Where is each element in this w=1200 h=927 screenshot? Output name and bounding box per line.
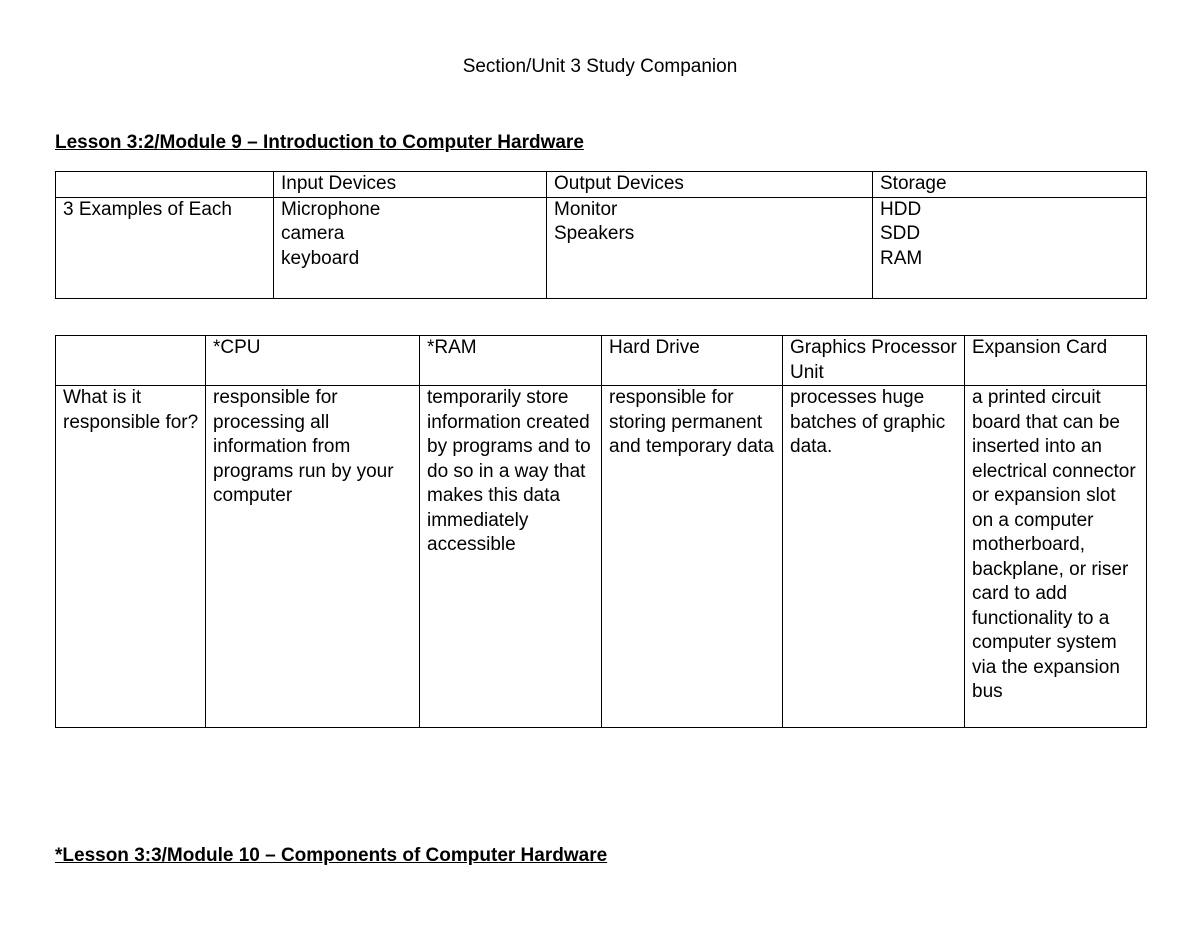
output-device-item: Speakers	[554, 223, 635, 244]
row-label-examples: 3 Examples of Each	[56, 197, 274, 298]
cpu-description-cell: responsible for processing all information from programs run by your computer	[206, 386, 420, 728]
storage-item: RAM	[880, 247, 923, 269]
devices-table	[55, 171, 1147, 299]
column-header-input-devices: Input Devices	[274, 172, 547, 198]
storage-item: HDD	[880, 198, 922, 220]
column-header-ram: *RAM	[420, 336, 602, 386]
input-devices-cell	[274, 197, 547, 298]
storage-cell	[873, 197, 1147, 298]
expansion-card-description-cell: a printed circuit board that can be inserted into an electrical connector or expansion slot on a computer motherboard, backplane, or riser card to add functionality to a computer system via the expansion bus	[965, 386, 1147, 728]
components-header-row	[56, 336, 1147, 386]
column-header-storage: Storage	[873, 172, 1147, 198]
column-header-expansion-card: Expansion Card	[965, 336, 1147, 386]
page-header: Section/Unit 3 Study Companion	[462, 56, 738, 77]
row-label-responsibility: What is it responsible for?	[56, 386, 206, 728]
components-responsibility-row	[56, 386, 1147, 728]
input-device-item: Microphone	[281, 198, 381, 220]
column-header-gpu: Graphics Processor Unit	[783, 336, 965, 386]
gpu-description-cell: processes huge batches of graphic data.	[783, 386, 965, 728]
hard-drive-description-cell: responsible for storing permanent and temporary data	[602, 386, 783, 728]
storage-item: SDD	[880, 223, 921, 244]
devices-corner-cell	[56, 172, 274, 198]
input-device-item: keyboard	[281, 247, 360, 269]
ram-description-cell: temporarily store information created by programs and to do so in a way that makes this data immediately accessible	[420, 386, 602, 728]
output-device-item: Monitor	[554, 198, 618, 220]
output-devices-cell	[547, 197, 873, 298]
devices-header-row	[56, 172, 1147, 198]
lesson-heading-module-10: *Lesson 3:3/Module 10 – Components of Computer Hardware	[55, 845, 608, 866]
column-header-hard-drive: Hard Drive	[602, 336, 783, 386]
components-corner-cell	[56, 336, 206, 386]
input-device-item: camera	[281, 223, 345, 244]
components-table	[55, 335, 1147, 728]
column-header-output-devices: Output Devices	[547, 172, 873, 198]
column-header-cpu: *CPU	[206, 336, 420, 386]
devices-examples-row	[56, 197, 1147, 298]
lesson-heading-module-9: Lesson 3:2/Module 9 – Introduction to Computer Hardware	[55, 132, 584, 153]
